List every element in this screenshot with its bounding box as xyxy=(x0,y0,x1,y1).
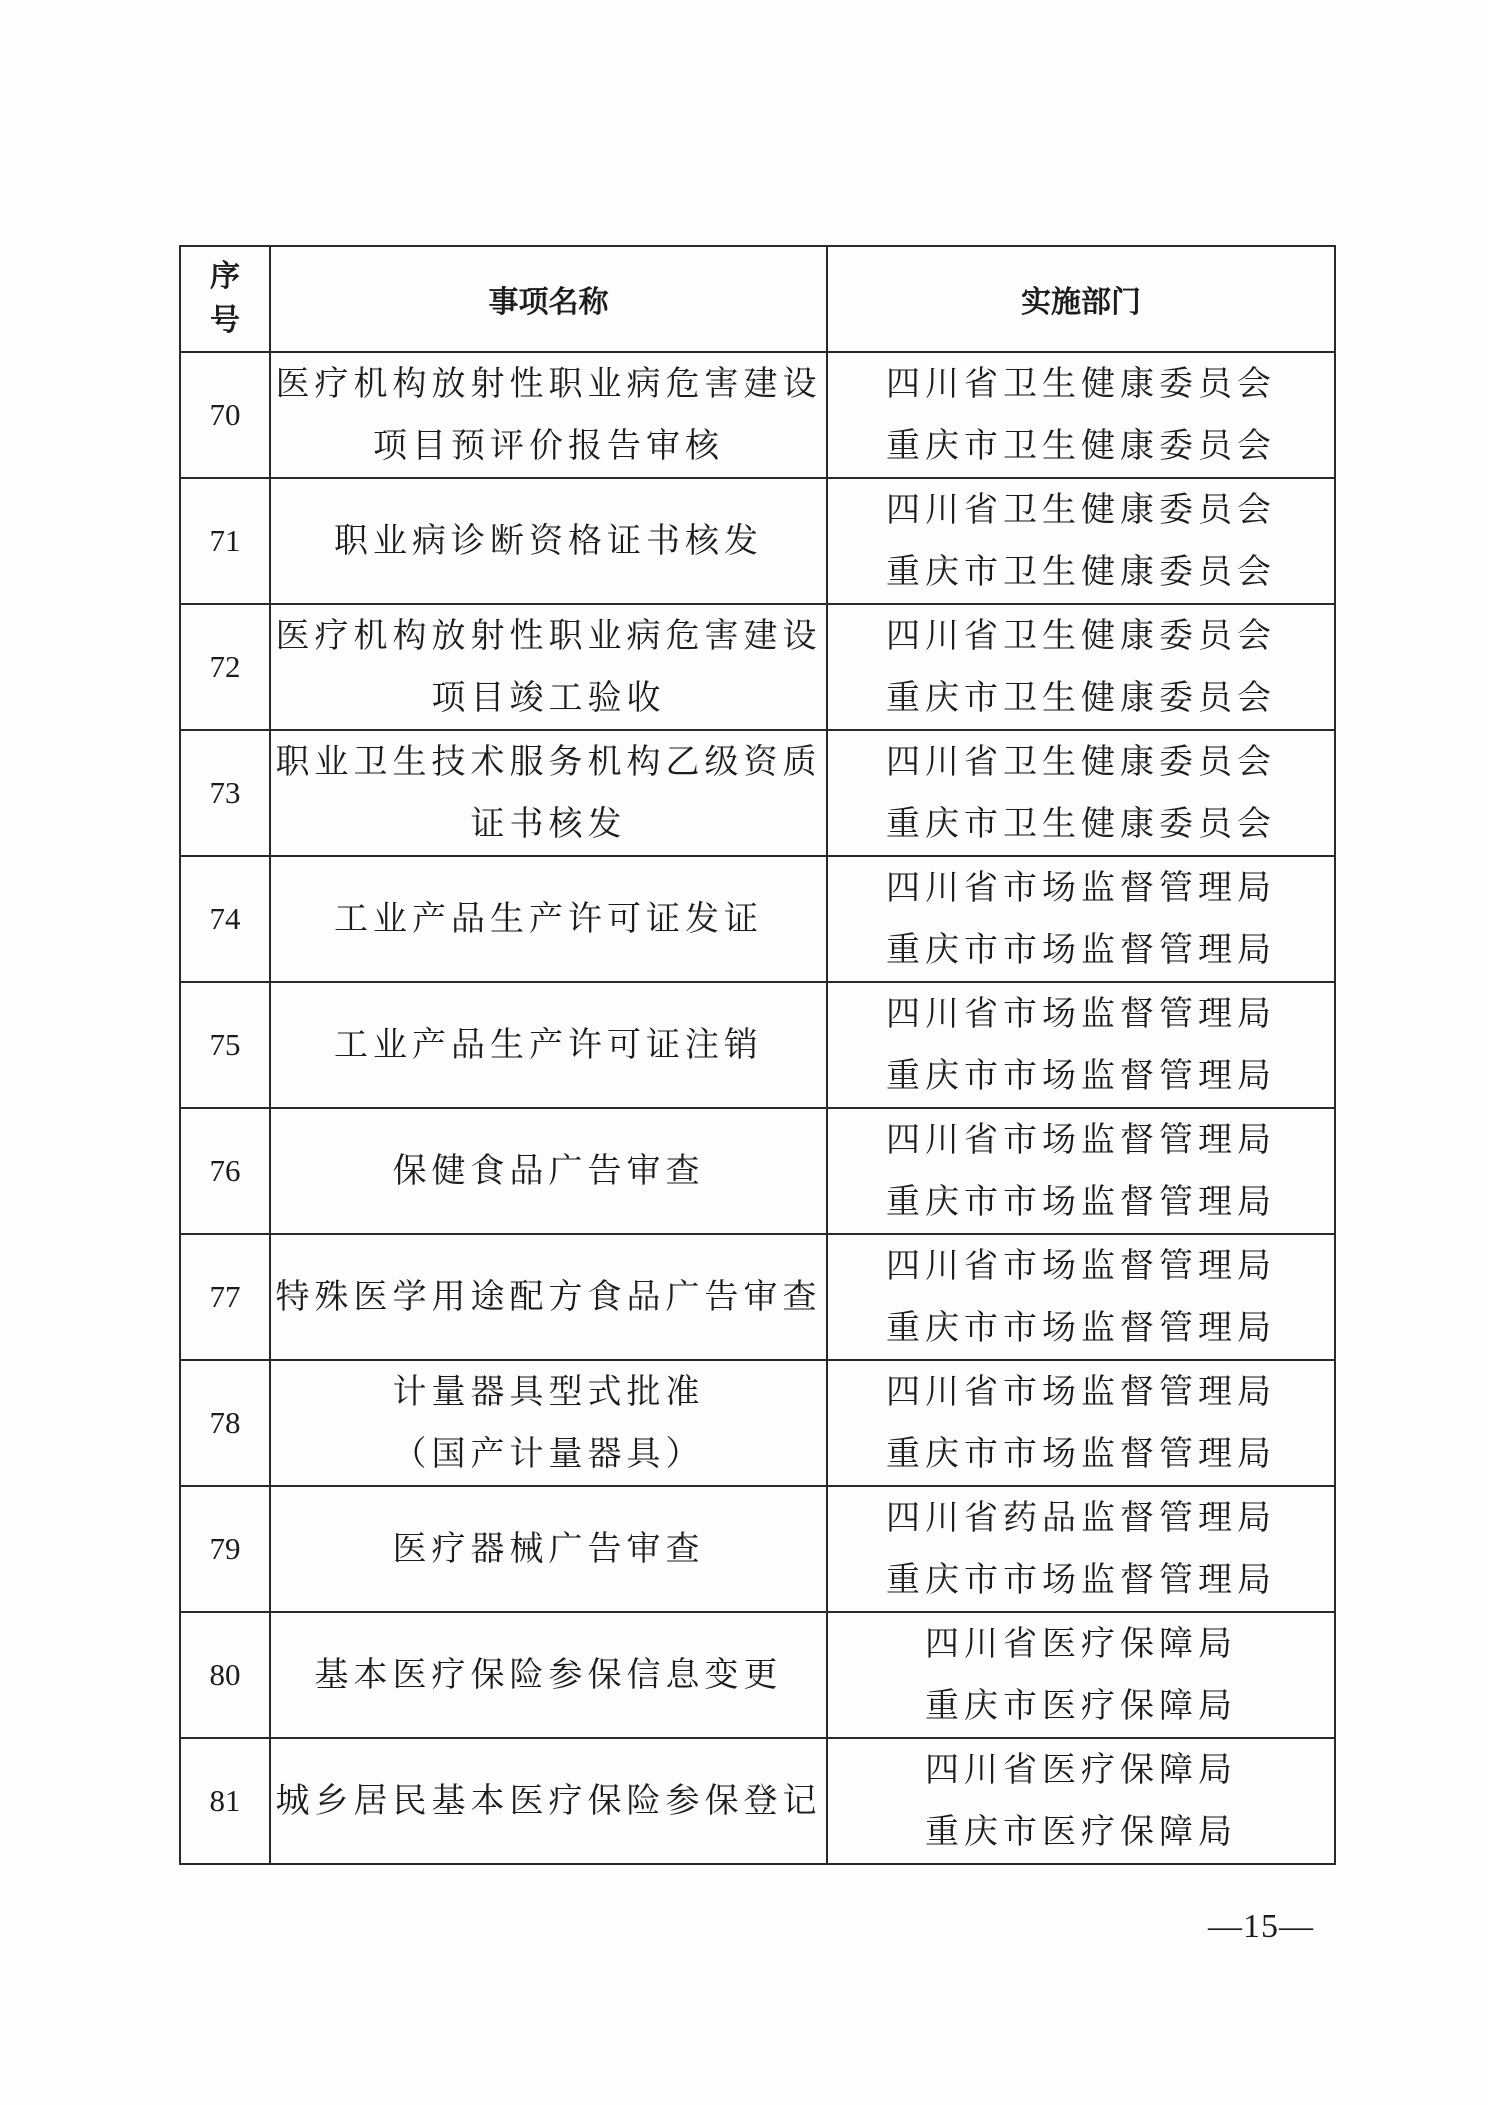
department-cell xyxy=(827,1486,1335,1612)
items-table xyxy=(179,245,1336,1865)
department-line: 重庆市市场监督管理局 xyxy=(886,1056,1276,1096)
item-name-cell xyxy=(270,352,827,478)
row-index: 77 xyxy=(180,1234,270,1360)
department-line: 重庆市卫生健康委员会 xyxy=(886,804,1276,844)
item-name-line: 保健食品广告审查 xyxy=(392,1151,705,1191)
table-header-row xyxy=(180,246,1335,352)
item-name-line: 医疗机构放射性职业病危害建设 xyxy=(275,616,822,656)
department-line: 重庆市医疗保障局 xyxy=(925,1686,1237,1726)
table-row xyxy=(180,1108,1335,1234)
table-row xyxy=(180,856,1335,982)
table-body xyxy=(180,352,1335,1864)
department-line: 四川省药品监督管理局 xyxy=(886,1498,1276,1538)
header-item-name: 事项名称 xyxy=(270,246,827,352)
row-index: 78 xyxy=(180,1360,270,1486)
department-line: 四川省医疗保障局 xyxy=(925,1624,1237,1664)
department-line: 四川省卫生健康委员会 xyxy=(886,616,1276,656)
header-department: 实施部门 xyxy=(827,246,1335,352)
row-index: 70 xyxy=(180,352,270,478)
item-name-cell xyxy=(270,730,827,856)
item-name-line: 医疗器械广告审查 xyxy=(392,1529,705,1569)
table-row xyxy=(180,1738,1335,1864)
header-index xyxy=(180,246,270,352)
row-index: 72 xyxy=(180,604,270,730)
table-row xyxy=(180,604,1335,730)
item-name-line: 项目预评价报告审核 xyxy=(373,426,724,466)
row-index: 75 xyxy=(180,982,270,1108)
department-line: 重庆市市场监督管理局 xyxy=(886,1560,1276,1600)
department-line: 四川省市场监督管理局 xyxy=(886,1120,1276,1160)
item-name-cell xyxy=(270,982,827,1108)
item-name-cell xyxy=(270,1486,827,1612)
department-cell xyxy=(827,604,1335,730)
table-row xyxy=(180,1486,1335,1612)
department-line: 重庆市市场监督管理局 xyxy=(886,1308,1276,1348)
department-line: 四川省医疗保障局 xyxy=(925,1750,1237,1790)
department-line: 重庆市市场监督管理局 xyxy=(886,1434,1276,1474)
department-cell xyxy=(827,856,1335,982)
item-name-line: 职业病诊断资格证书核发 xyxy=(334,521,763,561)
header-index-line: 序 xyxy=(210,259,240,294)
department-line: 四川省卫生健康委员会 xyxy=(886,742,1276,782)
item-name-cell xyxy=(270,478,827,604)
department-line: 重庆市卫生健康委员会 xyxy=(886,678,1276,718)
item-name-line: （国产计量器具） xyxy=(392,1434,705,1474)
department-line: 四川省市场监督管理局 xyxy=(886,994,1276,1034)
department-cell xyxy=(827,1108,1335,1234)
item-name-cell xyxy=(270,604,827,730)
item-name-cell xyxy=(270,1612,827,1738)
item-name-cell xyxy=(270,1108,827,1234)
department-cell xyxy=(827,478,1335,604)
item-name-line: 证书核发 xyxy=(470,804,627,844)
page-number: —15— xyxy=(1208,1908,1314,1945)
table-row xyxy=(180,1234,1335,1360)
row-index: 79 xyxy=(180,1486,270,1612)
row-index: 73 xyxy=(180,730,270,856)
item-name-line: 职业卫生技术服务机构乙级资质 xyxy=(275,742,822,782)
department-cell xyxy=(827,1738,1335,1864)
department-line: 重庆市市场监督管理局 xyxy=(886,930,1276,970)
department-cell xyxy=(827,730,1335,856)
item-name-cell xyxy=(270,856,827,982)
department-cell xyxy=(827,352,1335,478)
table-row xyxy=(180,982,1335,1108)
row-index: 76 xyxy=(180,1108,270,1234)
table-row xyxy=(180,1360,1335,1486)
item-name-line: 项目竣工验收 xyxy=(431,678,666,718)
table-row xyxy=(180,730,1335,856)
department-line: 四川省市场监督管理局 xyxy=(886,1372,1276,1412)
row-index: 81 xyxy=(180,1738,270,1864)
department-line: 四川省市场监督管理局 xyxy=(886,1246,1276,1286)
item-name-line: 城乡居民基本医疗保险参保登记 xyxy=(275,1781,822,1821)
department-cell xyxy=(827,982,1335,1108)
header-index-line: 号 xyxy=(210,303,240,338)
item-name-line: 工业产品生产许可证注销 xyxy=(334,1025,763,1065)
department-line: 重庆市卫生健康委员会 xyxy=(886,552,1276,592)
row-index: 74 xyxy=(180,856,270,982)
item-name-cell xyxy=(270,1360,827,1486)
item-name-line: 医疗机构放射性职业病危害建设 xyxy=(275,364,822,404)
department-line: 四川省卫生健康委员会 xyxy=(886,490,1276,530)
department-line: 重庆市卫生健康委员会 xyxy=(886,426,1276,466)
item-name-line: 计量器具型式批准 xyxy=(392,1372,705,1412)
department-line: 四川省卫生健康委员会 xyxy=(886,364,1276,404)
row-index: 71 xyxy=(180,478,270,604)
table-row xyxy=(180,352,1335,478)
department-cell xyxy=(827,1360,1335,1486)
department-cell xyxy=(827,1612,1335,1738)
department-cell xyxy=(827,1234,1335,1360)
table-row xyxy=(180,1612,1335,1738)
item-name-line: 工业产品生产许可证发证 xyxy=(334,899,763,939)
item-name-line: 基本医疗保险参保信息变更 xyxy=(314,1655,783,1695)
item-name-line: 特殊医学用途配方食品广告审查 xyxy=(275,1277,822,1317)
row-index: 80 xyxy=(180,1612,270,1738)
department-line: 重庆市市场监督管理局 xyxy=(886,1182,1276,1222)
table-row xyxy=(180,478,1335,604)
department-line: 重庆市医疗保障局 xyxy=(925,1812,1237,1852)
item-name-cell xyxy=(270,1234,827,1360)
department-line: 四川省市场监督管理局 xyxy=(886,868,1276,908)
item-name-cell xyxy=(270,1738,827,1864)
